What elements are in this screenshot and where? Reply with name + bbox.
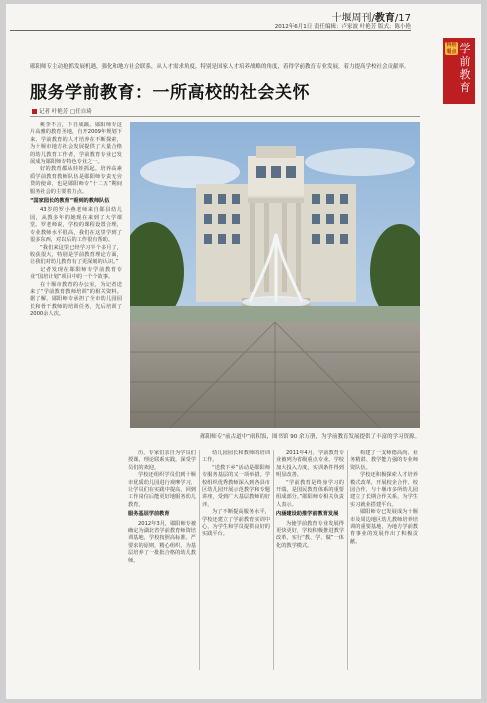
paragraph: 2012年3月，郧阳师专被确定为湖北省学前教育师资培训基地，学校按照高标准、严要求的原则，精心组织，为基层培养了一批批合格的幼儿教师。 bbox=[128, 520, 196, 564]
byline-square-icon bbox=[32, 109, 37, 114]
subheading: “国家园长的教育”看到的教师队伍 bbox=[30, 198, 110, 205]
article-column-2 bbox=[128, 450, 196, 672]
paragraph: 记者发现在郧阳师专学前教育专业“国培计划”项目中的一个个故事。 bbox=[30, 266, 122, 281]
paragraph: 好的教育都从娃娃抓起。培养高素质学前教育教师队伍是郧阳师专责无旁贷的使命，也是郧阳师专“十二五”期间服务社会的主要着力点。 bbox=[30, 166, 122, 195]
column-divider bbox=[347, 450, 348, 670]
subheading: 内涵建设助推学前教育发展 bbox=[276, 511, 339, 518]
paragraph: 郧阳师专已发展成为十堰市及周边地区幼儿教师培养培训的重要基地，为地方学前教育事业的发展作出了积极贡献。 bbox=[350, 509, 418, 545]
paragraph: 为使学前教育专业发展得更快更好，学校积极推进教学改革，实行“教、学、做”一体化的教学模式。 bbox=[276, 520, 344, 549]
paragraph: “送教下乡”活动是郧阳师专服务基层的又一项举措。学校组织优秀教师深入到各县市区幼儿园开展示范教学和专题讲座，受到广大基层教师的好评。 bbox=[202, 464, 270, 508]
page-number: /17 bbox=[394, 13, 411, 24]
article-headline: 服务学前教育：一所高校的社会关怀 bbox=[30, 83, 310, 103]
campus-building-photo bbox=[130, 122, 420, 428]
special-feature-logo: 特别看点 bbox=[446, 42, 457, 55]
paragraph: 在十堰市教育的办公室，为记者送来了“学前教育教师培训”的相关资料。据了解，郧阳师专承担了全市幼儿园园长和骨干教师的培训任务，先后培训了2000余人次。 bbox=[30, 281, 122, 318]
article-column-4 bbox=[276, 450, 344, 672]
header-rule bbox=[10, 30, 411, 31]
headline-rule bbox=[30, 116, 420, 117]
paragraph: 历，专家们亲自为学员们授课，理论联系实践，深受学员们的欢迎。 bbox=[128, 450, 196, 471]
paragraph: “我们来这里已经学习半个多月了，收获很大，特别是学前教育理论方面，让我们对幼儿教育有了更深刻的认识。” bbox=[30, 244, 122, 266]
paragraph: 构建了一支师德高尚、业务精湛、教学能力强的专业师资队伍。 bbox=[350, 450, 418, 471]
side-tab-label: 学前教育 bbox=[459, 42, 471, 94]
article-column-5 bbox=[350, 450, 418, 672]
paragraph: 2011年4月，学前教育专业被列为省级重点专业。学校加大投入力度，实训条件得到明显改善。 bbox=[276, 450, 344, 479]
column-divider bbox=[199, 450, 200, 670]
paragraph: 为了不断提高服务水平，学校还建立了学前教育实训中心，为学生和学员提供良好的实践平台。 bbox=[202, 509, 270, 538]
newspaper-page bbox=[6, 4, 481, 699]
paragraph: “学前教育是终身学习的开端，是国民教育体系的重要组成部分。”郧阳师专相关负责人表示。 bbox=[276, 479, 344, 508]
lead-paragraph: 郧阳师专主动抢抓发展机遇，强化和地方社会联系，从人才需求角度，特别是国家人才培养战略的角度，着得学前教育专业发展，着力提高学校社会贡献率。 bbox=[30, 64, 410, 70]
section-name: 教育 bbox=[374, 13, 395, 24]
photo-caption: 郧阳师专“前古道中”雨积饭，图书馆 90 余万册，为学前教育发展提供了丰富的学习资源。 bbox=[200, 434, 420, 440]
paper-name: 十堰周刊/ bbox=[331, 13, 375, 24]
paragraph: 43岁的罗小燕老师来自郧县幼儿园，从教多年的她现在来到了大学课堂。罗老师说，学校的课程设置合理，专业教师水平很高，我们在这里学到了很多东西，对以后的工作很有帮助。 bbox=[30, 207, 122, 244]
header-editors: 2012年6月1日 责任编辑：卢家波 叶艳芳 版式：陈小艳 bbox=[274, 24, 411, 30]
subheading: 服务基层学前教育 bbox=[128, 511, 170, 518]
byline bbox=[32, 107, 92, 115]
column-divider bbox=[273, 450, 274, 670]
article-column-3 bbox=[202, 450, 270, 672]
article-column-1 bbox=[30, 122, 122, 672]
paragraph: 学校还组织学员们到十堰市优质幼儿园进行观摩学习，让学员们在实践中提高，回到工作岗位后能更好地服务幼儿教育。 bbox=[128, 472, 196, 508]
paragraph: 幼儿园园长和教师的培训工作。 bbox=[202, 450, 270, 464]
byline-text: 记者 叶艳芳 □任自琦 bbox=[39, 109, 92, 115]
paragraph: 桃李不言，下自成蹊。郧阳师专这片高雅的教育圣地，自开2009年规划下来，学前教育的人才培养在不断探索，为十堰市地方社会发展提供了大量合格的幼儿教育工作者，学前教育专业已发展成为郧阳师专特色专业之一。 bbox=[30, 122, 122, 166]
paragraph: 学校还积极探索人才培养模式改革，开展校企合作、校园合作，与十堰市多所幼儿园建立了长期合作关系，为学生实习就业搭建平台。 bbox=[350, 472, 418, 508]
section-side-tab bbox=[443, 38, 475, 104]
